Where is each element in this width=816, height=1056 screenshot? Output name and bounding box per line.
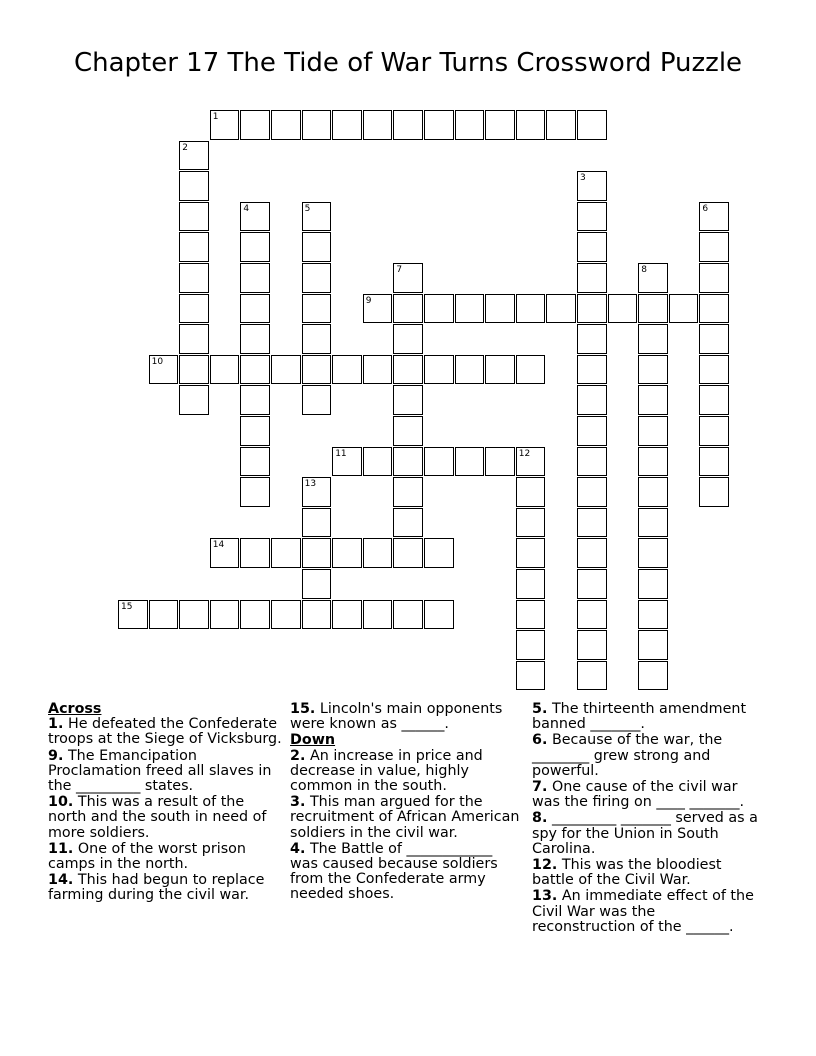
grid-cell[interactable] <box>240 263 270 293</box>
grid-cell[interactable] <box>699 477 729 507</box>
grid-cell[interactable] <box>516 569 546 599</box>
grid-cell[interactable] <box>485 110 515 140</box>
grid-cell[interactable] <box>699 447 729 477</box>
grid-cell[interactable] <box>302 538 332 568</box>
clue-text: _________ _______ served as a spy for the Union in South Carolina. <box>532 810 758 857</box>
clue-number: 15. <box>290 701 316 717</box>
grid-cell[interactable] <box>302 569 332 599</box>
grid-cell[interactable] <box>179 202 209 232</box>
grid-cell[interactable] <box>424 294 454 324</box>
grid-cell[interactable] <box>302 263 332 293</box>
grid-cell[interactable] <box>577 600 607 630</box>
grid-cell[interactable] <box>332 600 362 630</box>
grid-cell[interactable] <box>424 538 454 568</box>
cell-number: 4 <box>243 203 250 214</box>
grid-cell[interactable] <box>699 263 729 293</box>
grid-cell[interactable] <box>577 447 607 477</box>
grid-cell[interactable] <box>577 477 607 507</box>
grid-cell[interactable] <box>240 447 270 477</box>
grid-cell[interactable] <box>302 355 332 385</box>
clue-across-15 <box>290 702 522 732</box>
clue-down-2 <box>290 749 522 795</box>
grid-cell[interactable] <box>577 630 607 660</box>
grid-cell[interactable] <box>302 385 332 415</box>
grid-cell[interactable] <box>240 294 270 324</box>
grid-cell[interactable] <box>393 416 423 446</box>
grid-cell[interactable] <box>179 263 209 293</box>
clue-down-3 <box>290 795 522 841</box>
grid-cell[interactable] <box>516 661 546 691</box>
grid-cell[interactable] <box>455 294 485 324</box>
clue-number: 6. <box>532 732 548 749</box>
grid-cell[interactable] <box>179 355 209 385</box>
grid-cell[interactable] <box>393 385 423 415</box>
grid-cell[interactable] <box>699 232 729 262</box>
clue-across-10 <box>48 795 284 841</box>
clue-text: The thirteenth amendment banned _______. <box>532 701 747 733</box>
grid-cell[interactable] <box>179 294 209 324</box>
clue-text: One of the worst prison camps in the north. <box>48 840 246 873</box>
grid-cell[interactable] <box>393 600 423 630</box>
cell-number: 13 <box>304 479 317 490</box>
grid-cell[interactable] <box>179 324 209 354</box>
clue-text: Because of the war, the ________ grew strong and powerful. <box>532 732 723 779</box>
grid-cell[interactable] <box>393 324 423 354</box>
grid-cell[interactable] <box>577 263 607 293</box>
grid-cell[interactable] <box>577 569 607 599</box>
clue-across-9 <box>48 749 284 795</box>
clue-down-7 <box>532 780 760 810</box>
grid-cell[interactable] <box>302 294 332 324</box>
grid-cell[interactable] <box>485 447 515 477</box>
grid-cell[interactable] <box>240 416 270 446</box>
grid-cell[interactable] <box>638 355 668 385</box>
grid-cell[interactable] <box>455 110 485 140</box>
grid-cell[interactable] <box>302 600 332 630</box>
grid-cell[interactable] <box>240 355 270 385</box>
down-heading: Down <box>290 732 336 749</box>
cell-number: 10 <box>151 356 164 367</box>
clue-text: This man argued for the recruitment of African American soldiers in the civil war. <box>290 794 520 841</box>
clue-text: He defeated the Confederate troops at the Siege of Vicksburg. <box>48 716 282 748</box>
grid-cell[interactable] <box>669 294 699 324</box>
grid-cell[interactable] <box>179 232 209 262</box>
grid-cell[interactable] <box>577 294 607 324</box>
grid-cell[interactable] <box>424 355 454 385</box>
cell-number: 3 <box>580 173 586 184</box>
cell-number: 15 <box>121 601 133 612</box>
clue-number: 11. <box>48 840 74 857</box>
grid-cell[interactable] <box>516 508 546 538</box>
grid-cell[interactable] <box>271 600 301 630</box>
grid-cell[interactable] <box>577 416 607 446</box>
grid-cell[interactable] <box>332 538 362 568</box>
grid-cell[interactable] <box>179 600 209 630</box>
grid-cell[interactable] <box>240 385 270 415</box>
grid-cell[interactable] <box>638 508 668 538</box>
grid-cell[interactable] <box>271 110 301 140</box>
grid-cell[interactable] <box>516 477 546 507</box>
clue-number: 9. <box>48 747 64 764</box>
clue-across-14 <box>48 873 284 903</box>
cell-number: 11 <box>335 448 347 459</box>
grid-cell[interactable] <box>638 600 668 630</box>
cell-number: 6 <box>702 203 709 214</box>
grid-cell[interactable] <box>516 110 546 140</box>
grid-cell[interactable] <box>638 630 668 660</box>
grid-cell[interactable] <box>393 508 423 538</box>
grid-cell[interactable] <box>363 600 393 630</box>
grid-cell[interactable] <box>271 538 301 568</box>
clue-down-5 <box>532 702 760 732</box>
clue-text: This had begun to replace farming during the civil war. <box>48 872 265 904</box>
grid-cell[interactable] <box>393 110 423 140</box>
grid-cell[interactable] <box>393 477 423 507</box>
clues-column-1 <box>48 702 284 905</box>
grid-cell[interactable] <box>485 355 515 385</box>
cell-number: 14 <box>212 540 225 551</box>
grid-cell[interactable] <box>240 324 270 354</box>
grid-cell[interactable] <box>699 385 729 415</box>
cell-number: 8 <box>641 265 647 275</box>
grid-cell[interactable] <box>577 538 607 568</box>
clue-number: 10. <box>48 794 74 811</box>
clue-across-11 <box>48 842 284 872</box>
grid-cell[interactable] <box>516 600 546 630</box>
grid-cell[interactable] <box>638 447 668 477</box>
grid-cell[interactable] <box>577 385 607 415</box>
grid-cell[interactable] <box>577 508 607 538</box>
grid-cell[interactable] <box>302 110 332 140</box>
grid-cell[interactable] <box>393 447 423 477</box>
grid-cell[interactable] <box>638 569 668 599</box>
grid-cell[interactable] <box>638 416 668 446</box>
clue-down-4 <box>290 842 522 903</box>
clue-number: 14. <box>48 872 74 889</box>
grid-cell[interactable] <box>393 538 423 568</box>
grid-cell[interactable] <box>699 355 729 385</box>
grid-cell[interactable] <box>577 355 607 385</box>
clue-text: An immediate effect of the Civil War was the reconstruction of the ______. <box>532 888 754 935</box>
grid-cell[interactable] <box>516 355 546 385</box>
clue-number: 12. <box>532 857 558 874</box>
clue-text: This was a result of the north and the south in need of more soldiers. <box>48 794 267 841</box>
grid-cell[interactable] <box>638 294 668 324</box>
grid-cell[interactable] <box>699 416 729 446</box>
grid-cell[interactable] <box>455 355 485 385</box>
grid-cell[interactable] <box>302 232 332 262</box>
grid-cell[interactable] <box>485 294 515 324</box>
cell-number: 1 <box>212 112 219 122</box>
grid-cell[interactable] <box>577 110 607 140</box>
clue-number: 5. <box>532 701 548 717</box>
grid-cell[interactable] <box>302 324 332 354</box>
grid-cell[interactable] <box>424 600 454 630</box>
clue-down-13 <box>532 889 760 935</box>
cell-number: 5 <box>304 203 311 214</box>
grid-cell[interactable] <box>302 508 332 538</box>
clue-text: The Battle of ____________ was caused because soldiers from the Confederate army needed shoes. <box>290 840 498 903</box>
grid-cell[interactable] <box>363 538 393 568</box>
clue-text: The Emancipation Proclamation freed all slaves in the _________ states. <box>48 747 272 795</box>
grid-cell[interactable] <box>149 600 179 630</box>
grid-cell[interactable] <box>240 232 270 262</box>
grid-cell[interactable] <box>179 171 209 201</box>
grid-cell[interactable] <box>546 294 576 324</box>
clue-number: 4. <box>290 840 306 857</box>
grid-cell[interactable] <box>577 324 607 354</box>
cell-number: 9 <box>365 295 372 306</box>
grid-cell[interactable] <box>516 630 546 660</box>
clues-column-2 <box>290 702 522 904</box>
clue-number: 7. <box>532 779 548 796</box>
clue-text: Lincoln's main opponents were known as ______. <box>290 701 503 733</box>
grid-cell[interactable] <box>699 294 729 324</box>
clue-across-1 <box>48 717 284 747</box>
grid-cell[interactable] <box>638 324 668 354</box>
grid-cell[interactable] <box>577 661 607 691</box>
grid-cell[interactable] <box>638 538 668 568</box>
grid-cell[interactable] <box>271 355 301 385</box>
clue-text: An increase in price and decrease in value, highly common in the south. <box>290 747 483 795</box>
grid-cell[interactable] <box>516 294 546 324</box>
grid-cell[interactable] <box>363 110 393 140</box>
grid-cell[interactable] <box>179 385 209 415</box>
grid-cell[interactable] <box>240 110 270 140</box>
grid-cell[interactable] <box>240 538 270 568</box>
clue-down-6 <box>532 733 760 779</box>
grid-cell[interactable] <box>393 294 423 324</box>
clue-text: This was the bloodiest battle of the Civil War. <box>532 857 722 889</box>
clues-column-3 <box>532 702 760 936</box>
grid-cell[interactable] <box>210 600 240 630</box>
cell-number: 7 <box>396 265 403 275</box>
grid-cell[interactable] <box>240 600 270 630</box>
clue-down-8 <box>532 811 760 857</box>
grid-cell[interactable] <box>210 355 240 385</box>
grid-cell[interactable] <box>363 447 393 477</box>
grid-cell[interactable] <box>699 324 729 354</box>
grid-cell[interactable] <box>577 202 607 232</box>
grid-cell[interactable] <box>546 110 576 140</box>
grid-cell[interactable] <box>424 110 454 140</box>
cell-number: 2 <box>182 142 188 153</box>
clue-down-12 <box>532 858 760 888</box>
grid-cell[interactable] <box>577 232 607 262</box>
grid-cell[interactable] <box>332 355 362 385</box>
clue-number: 13. <box>532 888 558 905</box>
clue-number: 2. <box>290 747 306 764</box>
page-title: Chapter 17 The Tide of War Turns Crossword Puzzle <box>73 48 743 78</box>
grid-cell[interactable] <box>332 110 362 140</box>
clue-number: 8. <box>532 810 548 827</box>
across-heading: Across <box>48 701 102 717</box>
clue-text: One cause of the civil war was the firing on ____ _______. <box>532 779 745 811</box>
clue-number: 3. <box>290 794 306 811</box>
grid-cell[interactable] <box>516 538 546 568</box>
grid-cell[interactable] <box>638 661 668 691</box>
cell-number: 12 <box>518 448 531 459</box>
grid-cell[interactable] <box>608 294 638 324</box>
clue-number: 1. <box>48 716 64 733</box>
grid-cell[interactable] <box>393 355 423 385</box>
grid-cell[interactable] <box>240 477 270 507</box>
grid-cell[interactable] <box>363 355 393 385</box>
grid-cell[interactable] <box>455 447 485 477</box>
grid-cell[interactable] <box>638 477 668 507</box>
grid-cell[interactable] <box>424 447 454 477</box>
grid-cell[interactable] <box>638 385 668 415</box>
